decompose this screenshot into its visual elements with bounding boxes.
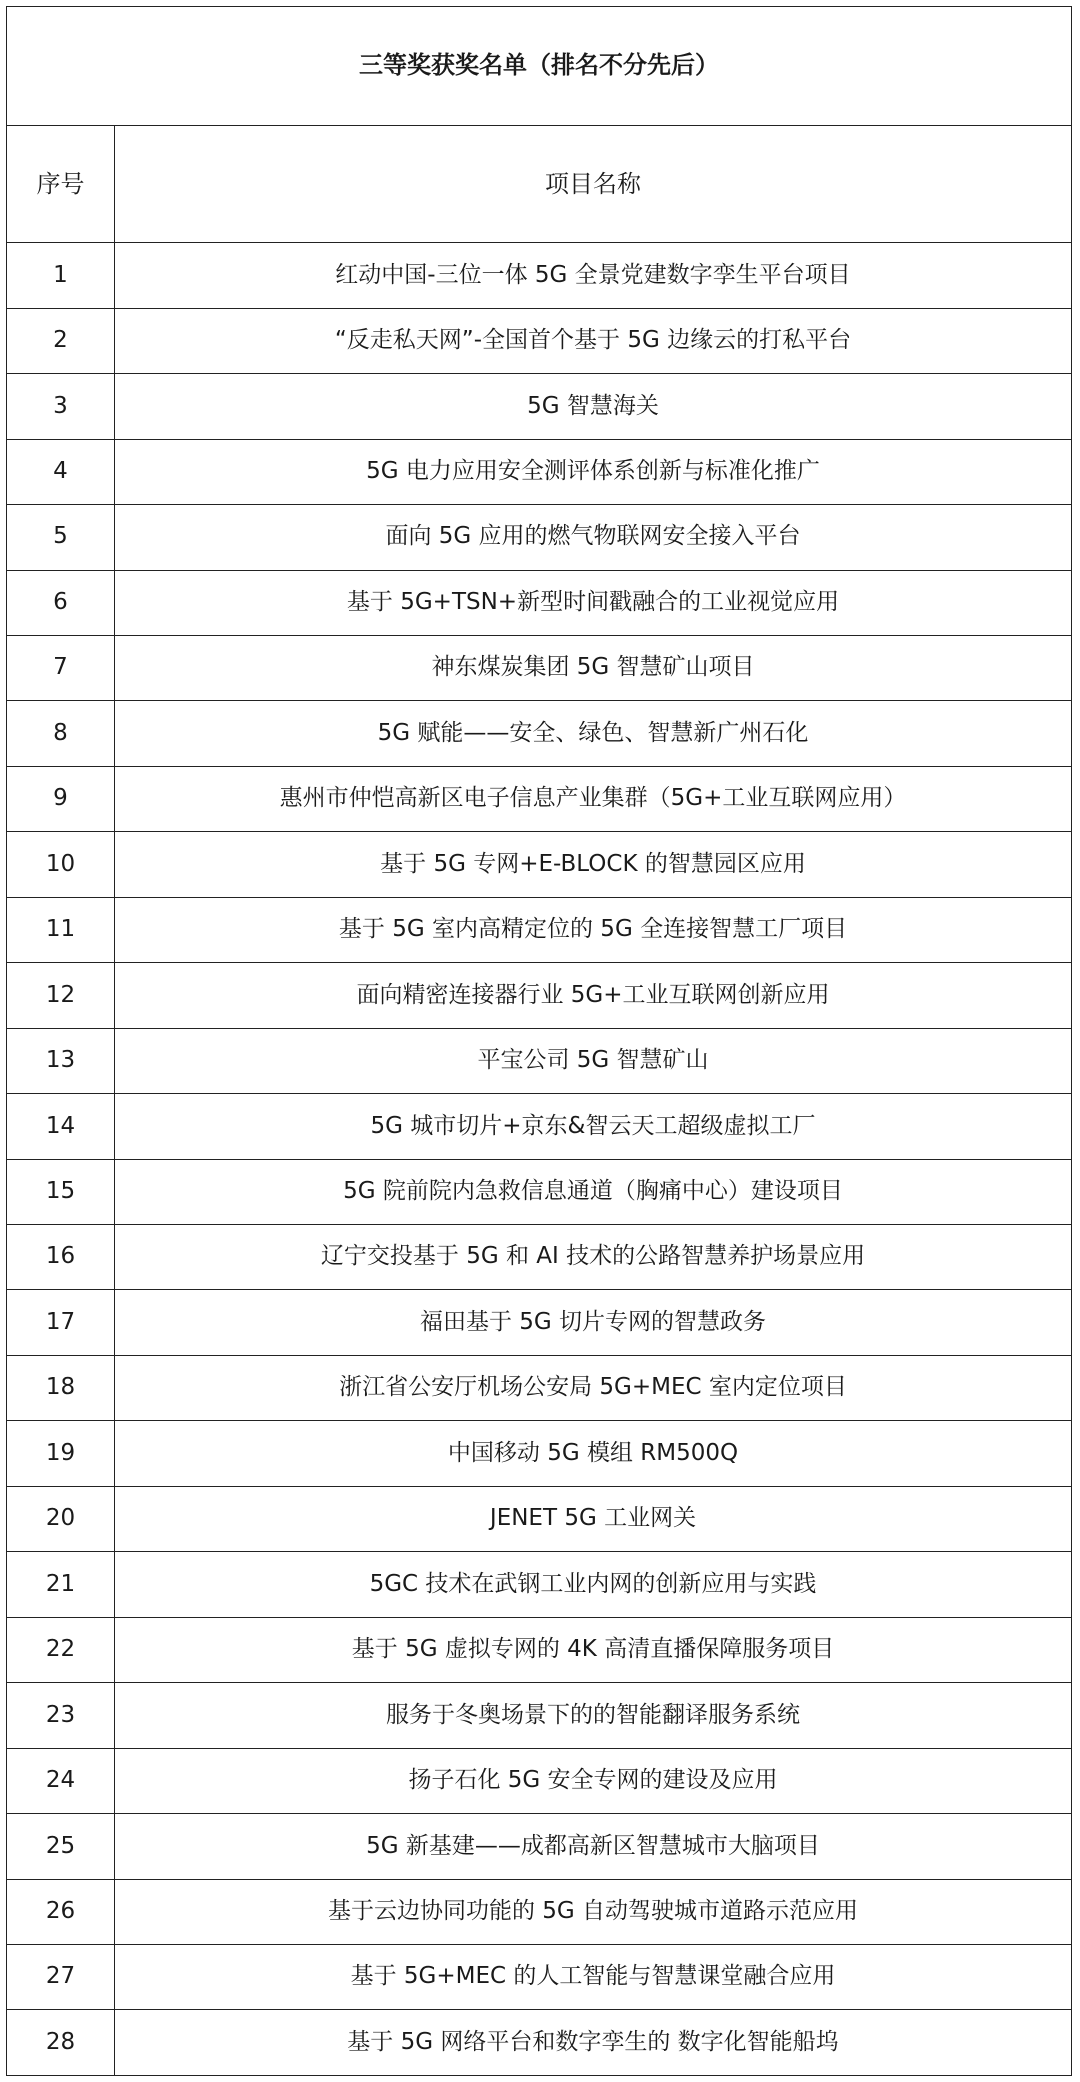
row-project-name: 中国移动 5G 模组 RM500Q [115, 1421, 1072, 1486]
row-project-name: 服务于冬奥场景下的的智能翻译服务系统 [115, 1683, 1072, 1748]
table-row [7, 1225, 1072, 1290]
row-seq: 1 [7, 243, 115, 308]
table-row [7, 1814, 1072, 1879]
row-seq: 20 [7, 1486, 115, 1551]
table-row [7, 1879, 1072, 1944]
row-seq: 28 [7, 2010, 115, 2076]
row-seq: 5 [7, 505, 115, 570]
table-header-row [7, 125, 1072, 243]
row-seq: 2 [7, 308, 115, 373]
row-project-name: 辽宁交投基于 5G 和 AI 技术的公路智慧养护场景应用 [115, 1225, 1072, 1290]
row-seq: 14 [7, 1094, 115, 1159]
table-row [7, 1552, 1072, 1617]
row-seq: 26 [7, 1879, 115, 1944]
row-seq: 8 [7, 701, 115, 766]
row-seq: 3 [7, 374, 115, 439]
row-project-name: 面向精密连接器行业 5G+工业互联网创新应用 [115, 963, 1072, 1028]
row-project-name: “反走私天网”-全国首个基于 5G 边缘云的打私平台 [115, 308, 1072, 373]
row-seq: 19 [7, 1421, 115, 1486]
table-row [7, 1683, 1072, 1748]
table-row [7, 374, 1072, 439]
row-seq: 25 [7, 1814, 115, 1879]
row-project-name: 基于云边协同功能的 5G 自动驾驶城市道路示范应用 [115, 1879, 1072, 1944]
table-row [7, 1028, 1072, 1093]
row-seq: 18 [7, 1355, 115, 1420]
table-row [7, 1421, 1072, 1486]
row-project-name: 基于 5G+MEC 的人工智能与智慧课堂融合应用 [115, 1945, 1072, 2010]
table-row [7, 308, 1072, 373]
table-row [7, 1355, 1072, 1420]
row-project-name: 福田基于 5G 切片专网的智慧政务 [115, 1290, 1072, 1355]
row-project-name: 5GC 技术在武钢工业内网的创新应用与实践 [115, 1552, 1072, 1617]
row-project-name: 神东煤炭集团 5G 智慧矿山项目 [115, 635, 1072, 700]
row-project-name: 面向 5G 应用的燃气物联网安全接入平台 [115, 505, 1072, 570]
award-table [6, 6, 1072, 2076]
table-row [7, 832, 1072, 897]
table-title: 三等奖获奖名单（排名不分先后） [7, 7, 1072, 126]
table-row [7, 897, 1072, 962]
header-project-name: 项目名称 [115, 125, 1072, 243]
table-row [7, 1945, 1072, 2010]
row-project-name: 5G 院前院内急救信息通道（胸痛中心）建设项目 [115, 1159, 1072, 1224]
table-row [7, 1159, 1072, 1224]
row-seq: 24 [7, 1748, 115, 1813]
row-project-name: 平宝公司 5G 智慧矿山 [115, 1028, 1072, 1093]
table-row [7, 439, 1072, 504]
table-row [7, 635, 1072, 700]
row-project-name: 基于 5G 虚拟专网的 4K 高清直播保障服务项目 [115, 1617, 1072, 1682]
row-seq: 13 [7, 1028, 115, 1093]
row-project-name: 5G 赋能——安全、绿色、智慧新广州石化 [115, 701, 1072, 766]
row-project-name: 5G 城市切片+京东&智云天工超级虚拟工厂 [115, 1094, 1072, 1159]
table-row [7, 1486, 1072, 1551]
row-seq: 27 [7, 1945, 115, 2010]
table-row [7, 2010, 1072, 2076]
table-row [7, 766, 1072, 831]
table-title-row [7, 7, 1072, 126]
table-row [7, 243, 1072, 308]
row-seq: 15 [7, 1159, 115, 1224]
row-seq: 10 [7, 832, 115, 897]
table-row [7, 963, 1072, 1028]
row-project-name: JENET 5G 工业网关 [115, 1486, 1072, 1551]
row-seq: 17 [7, 1290, 115, 1355]
row-seq: 12 [7, 963, 115, 1028]
table-row [7, 1094, 1072, 1159]
table-row [7, 570, 1072, 635]
table-row [7, 1748, 1072, 1813]
table-row [7, 505, 1072, 570]
row-project-name: 浙江省公安厅机场公安局 5G+MEC 室内定位项目 [115, 1355, 1072, 1420]
row-project-name: 扬子石化 5G 安全专网的建设及应用 [115, 1748, 1072, 1813]
row-seq: 7 [7, 635, 115, 700]
table-row [7, 701, 1072, 766]
table-row [7, 1617, 1072, 1682]
row-project-name: 红动中国-三位一体 5G 全景党建数字孪生平台项目 [115, 243, 1072, 308]
header-seq: 序号 [7, 125, 115, 243]
row-seq: 23 [7, 1683, 115, 1748]
row-project-name: 5G 新基建——成都高新区智慧城市大脑项目 [115, 1814, 1072, 1879]
row-project-name: 5G 电力应用安全测评体系创新与标准化推广 [115, 439, 1072, 504]
row-project-name: 5G 智慧海关 [115, 374, 1072, 439]
table-row [7, 1290, 1072, 1355]
row-project-name: 基于 5G 室内高精定位的 5G 全连接智慧工厂项目 [115, 897, 1072, 962]
row-seq: 11 [7, 897, 115, 962]
row-project-name: 基于 5G 专网+E-BLOCK 的智慧园区应用 [115, 832, 1072, 897]
row-seq: 4 [7, 439, 115, 504]
row-seq: 22 [7, 1617, 115, 1682]
row-seq: 9 [7, 766, 115, 831]
row-project-name: 惠州市仲恺高新区电子信息产业集群（5G+工业互联网应用） [115, 766, 1072, 831]
row-seq: 21 [7, 1552, 115, 1617]
award-list-document [6, 6, 1072, 2076]
row-seq: 6 [7, 570, 115, 635]
row-project-name: 基于 5G 网络平台和数字孪生的 数字化智能船坞 [115, 2010, 1072, 2076]
row-project-name: 基于 5G+TSN+新型时间戳融合的工业视觉应用 [115, 570, 1072, 635]
row-seq: 16 [7, 1225, 115, 1290]
